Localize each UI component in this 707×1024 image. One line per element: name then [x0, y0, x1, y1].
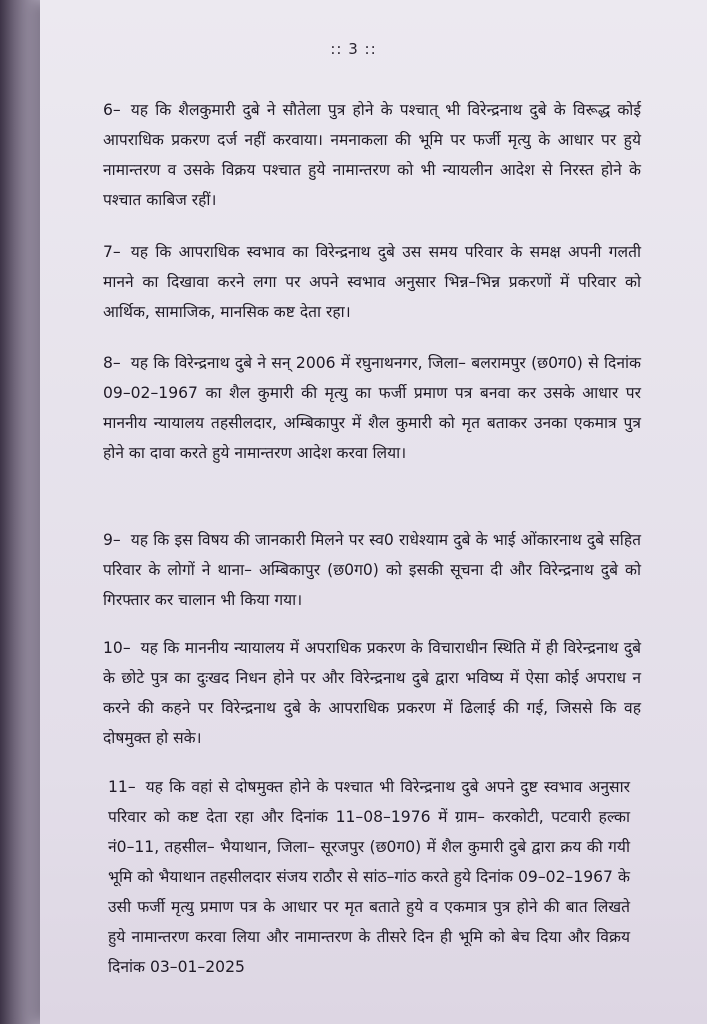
paragraph-text: यह कि आपराधिक स्वभाव का विरेन्द्रनाथ दुबे उस समय परिवार के समक्ष अपनी गलती मानने का दिखावा करने लगा पर अपने स्वभाव अनुसार भिन्न–भिन्न प्रकरणों में परिवार को आर्थिक, सामाजिक, मानसिक कष्ट देता रहा। — [103, 243, 641, 321]
paragraph-text: यह कि माननीय न्यायालय में अपराधिक प्रकरण के विचाराधीन स्थिति में ही विरेन्द्रनाथ दुबे के छोटे पुत्र का दुःखद निधन होने पर और विरेन्द्रनाथ दुबे द्वारा भविष्य में ऐसा कोई अपराध न करने की कहने पर विरेन्द्रनाथ दुबे के आपराधिक प्रकरण में ढिलाई की गई, जिससे कि वह दोषमुक्त हो सके। — [103, 639, 641, 747]
paragraph-number: 8– — [103, 354, 121, 372]
paragraph-text: यह कि शैलकुमारी दुबे ने सौतेला पुत्र होने के पश्चात् भी विरेन्द्रनाथ दुबे के विरूद्ध कोई आपराधिक प्रकरण दर्ज नहीं करवाया। नमनाकला की भूमि पर फर्जी मृत्यु के आधार पर हुये नामान्तरण व उसके विक्रय पश्चात हुये नामान्तरण को भी न्यायलीन आदेश से निरस्त होने के पश्चात काबिज रहीं। — [103, 101, 641, 209]
paragraph-number: 7– — [103, 243, 121, 261]
paragraph-7 — [103, 237, 641, 327]
paragraph-number: 6– — [103, 101, 121, 119]
paragraph-11 — [108, 772, 630, 982]
paragraph-number: 9– — [103, 531, 121, 549]
paragraph-6 — [103, 95, 641, 215]
paragraph-text: यह कि वहां से दोषमुक्त होने के पश्चात भी विरेन्द्रनाथ दुबे अपने दुष्ट स्वभाव अनुसार परिवार को कष्ट देता रहा और दिनांक 11–08–1976 में ग्राम– करकोटी, पटवारी हल्का नं0–11, तहसील– भैयाथान, जिला– सूरजपुर (छ0ग0) में शैल कुमारी दुबे द्वारा क्रय की गयी भूमि को भैयाथान तहसीलदार संजय राठौर से सांठ–गांठ करते हुये दिनांक 09–02–1967 के उसी फर्जी मृत्यु प्रमाण पत्र के आधार पर मृत बताते हुये व एकमात्र पुत्र होने की बात लिखते हुये नामान्तरण करवा लिया और नामान्तरण के तीसरे दिन ही भूमि को बेच दिया और विक्रय दिनांक 03–01–2025 — [108, 778, 630, 976]
paragraph-number: 11– — [108, 778, 136, 796]
paragraph-text: यह कि इस विषय की जानकारी मिलने पर स्व0 राधेश्याम दुबे के भाई ओंकारनाथ दुबे सहित परिवार के लोगों ने थाना– अम्बिकापुर (छ0ग0) को इसकी सूचना दी और विरेन्द्रनाथ दुबे को गिरफ्तार कर चालान भी किया गया। — [103, 531, 641, 609]
paragraph-text: यह कि विरेन्द्रनाथ दुबे ने सन् 2006 में रघुनाथनगर, जिला– बलरामपुर (छ0ग0) से दिनांक 09–02–1967 का शैल कुमारी की मृत्यु का फर्जी प्रमाण पत्र बनवा कर उसके आधार पर माननीय न्यायालय तहसीलदार, अम्बिकापुर में शैल कुमारी को मृत बताकर उनका एकमात्र पुत्र होने का दावा करते हुये नामान्तरण आदेश करवा लिया। — [103, 354, 641, 462]
page-number: :: 3 :: — [330, 40, 377, 58]
paragraph-number: 10– — [103, 639, 131, 657]
paragraph-8 — [103, 348, 641, 468]
paragraph-9 — [103, 525, 641, 615]
paragraph-10 — [103, 633, 641, 753]
